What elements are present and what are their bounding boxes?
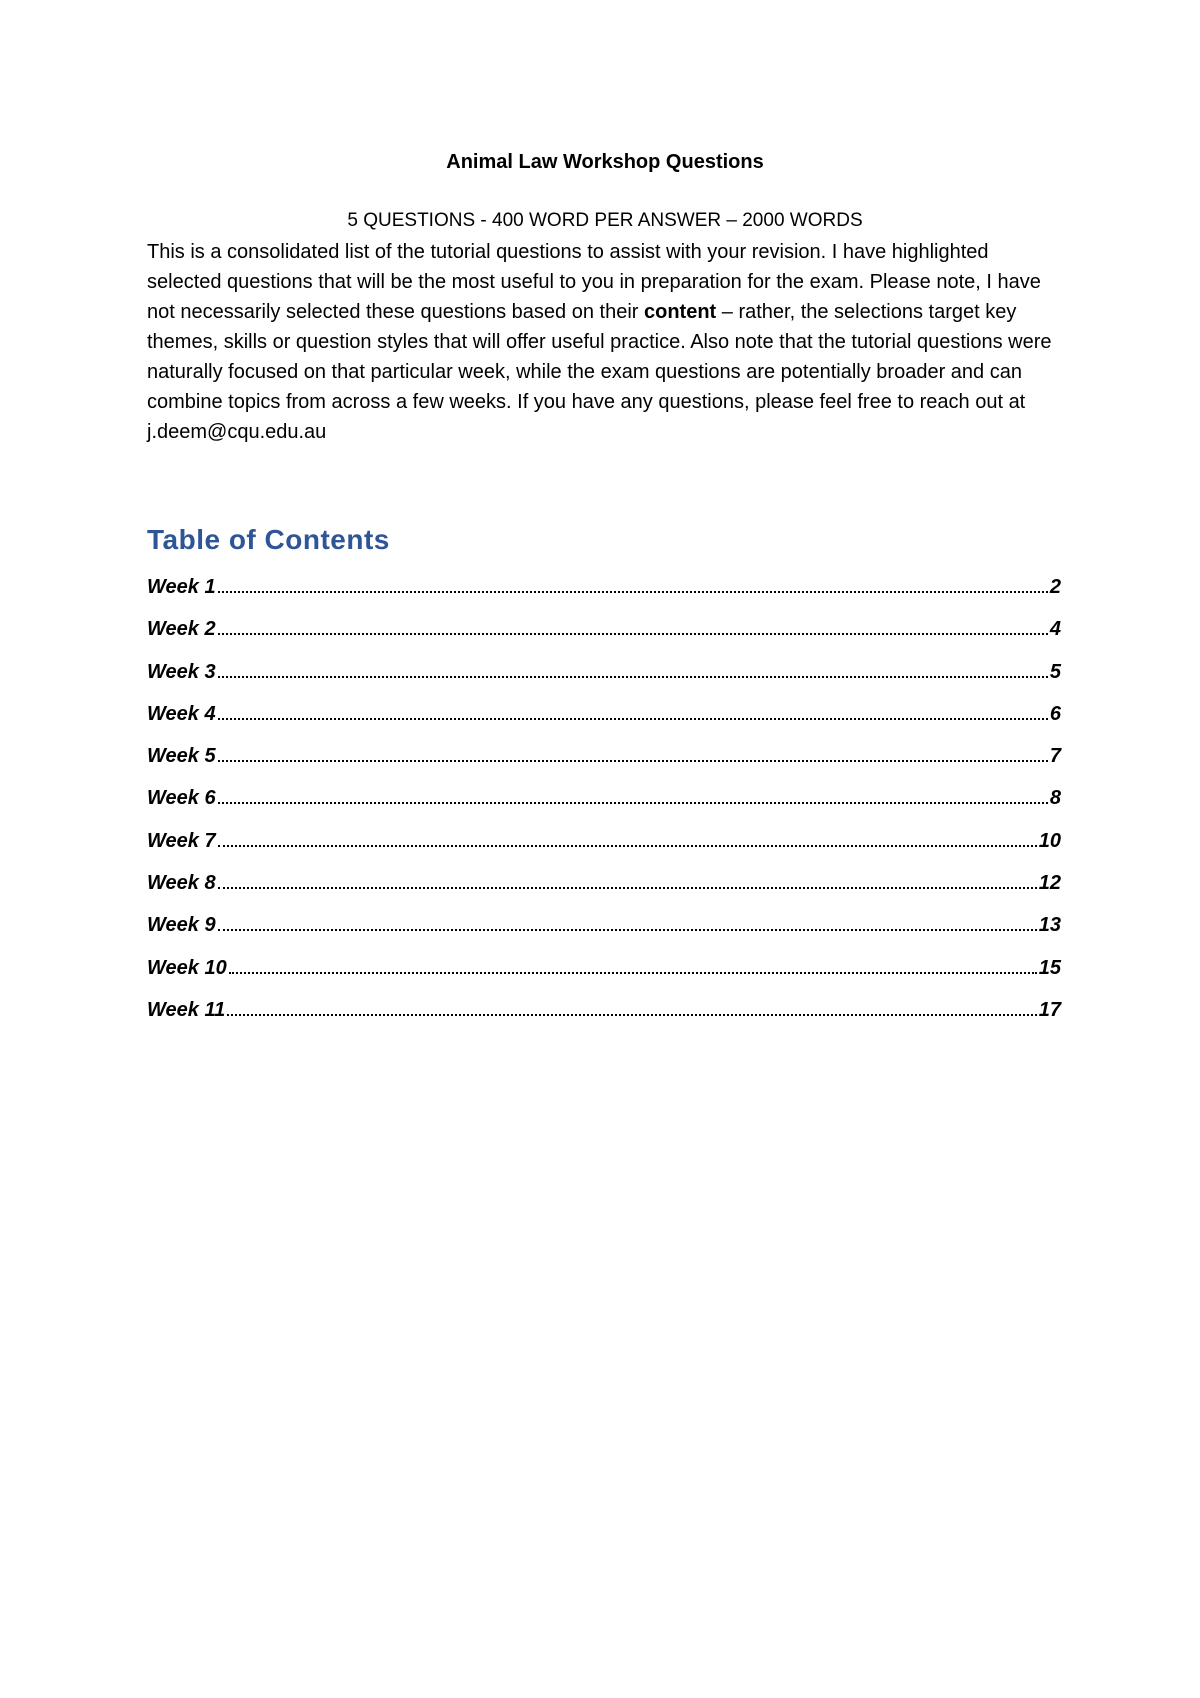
document-title: Animal Law Workshop Questions: [446, 151, 764, 173]
table-of-contents: [147, 573, 1061, 1038]
toc-entry-label: Week 4: [147, 702, 216, 725]
intro-paragraph: [147, 237, 1067, 447]
toc-entry-week-1[interactable]: [147, 573, 1061, 615]
toc-entry-label: Week 2: [147, 618, 216, 641]
toc-entry-page: 5: [1049, 660, 1061, 683]
intro-emphasis: content: [643, 301, 717, 323]
toc-entry-label: Week 9: [147, 914, 216, 937]
toc-dot-leader: [218, 845, 1037, 847]
intro-text-end: – rather, the selections target key themes, skills or question styles that will offer useful practice. Also note that the tutorial questions were naturally focused on that particular week, while the exam questions are potentially broader and can combine topics from across a few weeks. If you have any questions, please feel free to reach out at j.deem@cqu.edu.au: [147, 301, 1052, 443]
toc-entry-page: 2: [1049, 576, 1061, 598]
toc-entry-week-2[interactable]: [147, 615, 1061, 657]
toc-entry-week-4[interactable]: [147, 700, 1061, 742]
toc-dot-leader: [218, 929, 1037, 931]
toc-entry-page: 12: [1038, 872, 1061, 895]
toc-entry-week-9[interactable]: [147, 911, 1061, 953]
toc-dot-leader: [218, 633, 1048, 635]
toc-dot-leader: [218, 591, 1048, 593]
toc-dot-leader: [218, 802, 1048, 804]
toc-dot-leader: [218, 676, 1048, 678]
toc-entry-week-8[interactable]: [147, 869, 1061, 911]
toc-entry-label: Week 6: [147, 787, 216, 810]
toc-entry-page: 8: [1049, 787, 1061, 810]
toc-entry-page: 15: [1038, 956, 1061, 979]
toc-entry-week-5[interactable]: [147, 742, 1061, 784]
toc-dot-leader: [218, 887, 1037, 889]
toc-dot-leader: [218, 718, 1048, 720]
toc-entry-week-7[interactable]: [147, 827, 1061, 869]
toc-entry-page: 10: [1038, 829, 1061, 852]
toc-entry-label: Week 5: [147, 745, 216, 768]
toc-entry-page: 6: [1049, 702, 1061, 725]
toc-entry-page: 17: [1038, 998, 1061, 1021]
toc-entry-label: Week 11: [147, 998, 226, 1021]
toc-entry-week-10[interactable]: [147, 954, 1061, 996]
toc-entry-label: Week 7: [147, 829, 216, 852]
intro-text-start: This is a consolidated list of the tutorial questions to assist with your revision. I have highlighted selected questions that will be the most useful to you in preparation for the exam. Please note, I have not necessarily selected these questions based on their: [147, 241, 1041, 323]
toc-entry-page: 13: [1038, 914, 1061, 937]
toc-entry-page: 4: [1049, 618, 1061, 641]
toc-entry-label: Week 8: [147, 872, 216, 895]
toc-entry-page: 7: [1049, 745, 1061, 768]
toc-entry-label: Week 10: [147, 956, 227, 979]
document-subtitle: 5 QUESTIONS - 400 WORD PER ANSWER – 2000 WORDS: [347, 210, 863, 231]
toc-entry-label: Week 3: [147, 660, 216, 683]
toc-dot-leader: [218, 760, 1048, 762]
toc-dot-leader: [227, 1014, 1037, 1016]
toc-entry-week-3[interactable]: [147, 658, 1061, 700]
toc-dot-leader: [229, 972, 1037, 974]
toc-entry-week-11[interactable]: [147, 996, 1061, 1038]
toc-entry-week-6[interactable]: [147, 784, 1061, 826]
toc-heading: Table of Contents: [147, 524, 390, 555]
toc-entry-label: Week 1: [147, 576, 216, 598]
